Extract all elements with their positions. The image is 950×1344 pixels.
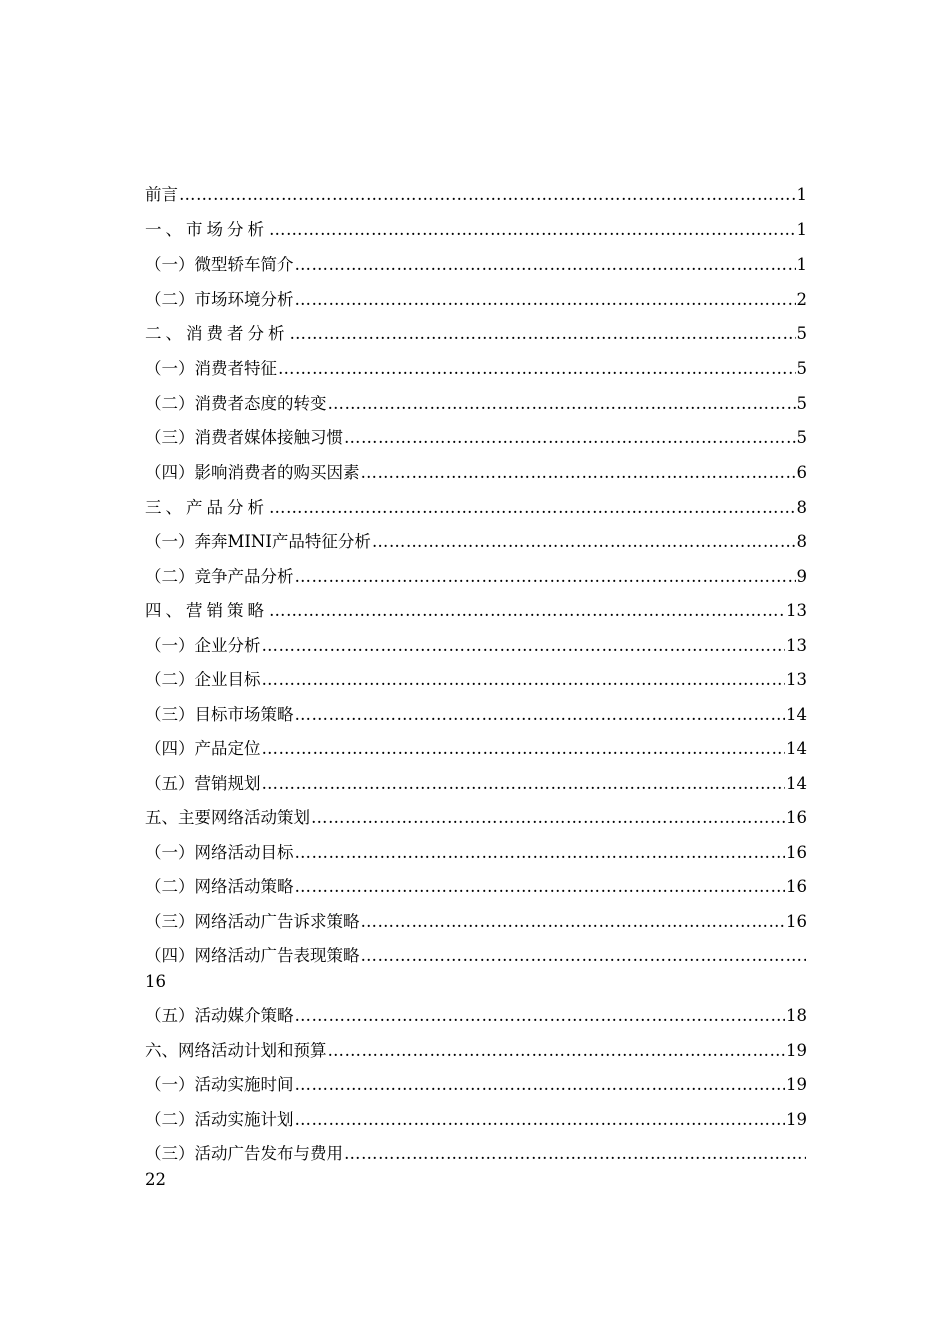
- toc-entry: [145, 1072, 807, 1098]
- toc-entry-page: 19: [786, 1041, 807, 1060]
- toc-entry: [145, 287, 807, 313]
- toc-leader-dots: [262, 667, 786, 693]
- toc-entry: [145, 909, 807, 935]
- toc-entry-title: 五、主要网络活动策划: [145, 808, 310, 827]
- toc-entry: [145, 633, 807, 659]
- toc-leader-dots: [278, 356, 796, 382]
- toc-entry: [145, 1107, 807, 1133]
- toc-entry: [145, 1141, 807, 1167]
- toc-entry-title: 三、产品分析: [145, 498, 268, 517]
- toc-entry-title: （三）活动广告发布与费用: [145, 1144, 343, 1163]
- toc-leader-dots: [361, 943, 807, 969]
- toc-entry-title: （一）活动实施时间: [145, 1075, 294, 1094]
- toc-leader-dots: [179, 182, 796, 208]
- toc-entry-title: （四）网络活动广告表现策略: [145, 946, 360, 965]
- toc-entry-page: 22: [145, 1170, 166, 1189]
- toc-entry-title: 四、营销策略: [145, 601, 268, 620]
- toc-entry-page: 2: [796, 290, 807, 309]
- toc-entry: [145, 217, 807, 243]
- toc-entry-page: 1: [796, 220, 807, 239]
- toc-entry-page: 5: [796, 394, 807, 413]
- toc-entry-page: 18: [786, 1006, 807, 1025]
- toc-entry-title: （二）企业目标: [145, 670, 261, 689]
- toc-entry-page: 13: [786, 670, 807, 689]
- toc-entry: [145, 564, 807, 590]
- toc-entry-page: 14: [786, 774, 807, 793]
- toc-leader-dots: [328, 391, 796, 417]
- toc-entry-page: 5: [796, 359, 807, 378]
- toc-leader-dots: [361, 909, 786, 935]
- toc-entry-title: （一）奔奔MINI产品特征分析: [145, 532, 371, 551]
- toc-entry-page: 1: [796, 255, 807, 274]
- toc-entry-page: 19: [786, 1075, 807, 1094]
- toc-leader-dots: [295, 874, 786, 900]
- toc-leader-dots: [372, 529, 796, 555]
- toc-leader-dots: [269, 217, 796, 243]
- toc-entry-title: （一）企业分析: [145, 636, 261, 655]
- toc-entry-page: 16: [786, 877, 807, 896]
- toc-leader-dots: [311, 805, 785, 831]
- toc-entry-title: （三）网络活动广告诉求策略: [145, 912, 360, 931]
- toc-leader-dots: [295, 840, 786, 866]
- toc-leader-dots: [262, 736, 786, 762]
- toc-entry: [145, 943, 807, 969]
- toc-leader-dots: [295, 702, 786, 728]
- toc-entry-title: （二）市场环境分析: [145, 290, 294, 309]
- toc-entry: [145, 182, 807, 208]
- toc-leader-dots: [328, 1038, 786, 1064]
- toc-entry-page: 5: [796, 324, 807, 343]
- toc-entry-page: 8: [796, 498, 807, 517]
- toc-entry-title: （二）活动实施计划: [145, 1110, 294, 1129]
- toc-entry-title: （二）竞争产品分析: [145, 567, 294, 586]
- toc-entry: [145, 321, 807, 347]
- toc-entry: [145, 252, 807, 278]
- toc-entry: [145, 667, 807, 693]
- toc-entry: [145, 874, 807, 900]
- toc-entry-page: 5: [796, 428, 807, 447]
- toc-entry: [145, 529, 807, 555]
- toc-entry-title: 六、网络活动计划和预算: [145, 1041, 327, 1060]
- toc-entry: [145, 425, 807, 451]
- toc-entry: [145, 391, 807, 417]
- toc-entry-page: 13: [786, 636, 807, 655]
- toc-entry: [145, 771, 807, 797]
- toc-entry: [145, 1038, 807, 1064]
- toc-entry-title: （二）消费者态度的转变: [145, 394, 327, 413]
- toc-entry-title: （五）营销规划: [145, 774, 261, 793]
- toc-entry-page: 9: [796, 567, 807, 586]
- toc-entry-title: （五）活动媒介策略: [145, 1006, 294, 1025]
- toc-entry-page: 14: [786, 739, 807, 758]
- toc-entry-title: 前言: [145, 185, 178, 204]
- toc-leader-dots: [295, 1072, 786, 1098]
- toc-leader-dots: [295, 287, 796, 313]
- toc-entry-title: （三）消费者媒体接触习惯: [145, 428, 343, 447]
- toc-entry: [145, 702, 807, 728]
- toc-entry-title: 二、消费者分析: [145, 324, 289, 343]
- toc-entry: [145, 1003, 807, 1029]
- toc-leader-dots: [262, 633, 786, 659]
- toc-entry-title: （一）微型轿车简介: [145, 255, 294, 274]
- toc-entry: [145, 840, 807, 866]
- toc-entry: [145, 736, 807, 762]
- toc-entry: [145, 598, 807, 624]
- toc-entry: [145, 805, 807, 831]
- toc-leader-dots: [295, 1107, 786, 1133]
- toc-entry-page: 16: [786, 808, 807, 827]
- toc-entry-title: （四）影响消费者的购买因素: [145, 463, 360, 482]
- toc-leader-dots: [344, 425, 796, 451]
- toc-entry-title: （四）产品定位: [145, 739, 261, 758]
- toc-entry-page: 16: [786, 912, 807, 931]
- toc-entry-page: 8: [796, 532, 807, 551]
- toc-leader-dots: [269, 495, 796, 521]
- toc-leader-dots: [295, 564, 796, 590]
- toc-entry: [145, 460, 807, 486]
- toc-entry-title: （二）网络活动策略: [145, 877, 294, 896]
- toc-entry-title: （一）消费者特征: [145, 359, 277, 378]
- toc-entry-page: 13: [786, 601, 807, 620]
- toc-leader-dots: [290, 321, 796, 347]
- toc-entry-page: 14: [786, 705, 807, 724]
- toc-entry-page: 16: [145, 972, 166, 991]
- toc-entry-page: 1: [796, 185, 807, 204]
- toc-leader-dots: [295, 1003, 786, 1029]
- toc-entry-page: 16: [786, 843, 807, 862]
- toc-entry-page: 6: [796, 463, 807, 482]
- toc-leader-dots: [344, 1141, 806, 1167]
- toc-leader-dots: [361, 460, 796, 486]
- toc-leader-dots: [269, 598, 785, 624]
- toc-entry: [145, 495, 807, 521]
- toc-leader-dots: [262, 771, 786, 797]
- toc-entry: [145, 356, 807, 382]
- toc-leader-dots: [295, 252, 796, 278]
- toc-entry-title: （三）目标市场策略: [145, 705, 294, 724]
- toc-entry-page: 19: [786, 1110, 807, 1129]
- toc-entry-title: 一、市场分析: [145, 220, 268, 239]
- toc-entry-title: （一）网络活动目标: [145, 843, 294, 862]
